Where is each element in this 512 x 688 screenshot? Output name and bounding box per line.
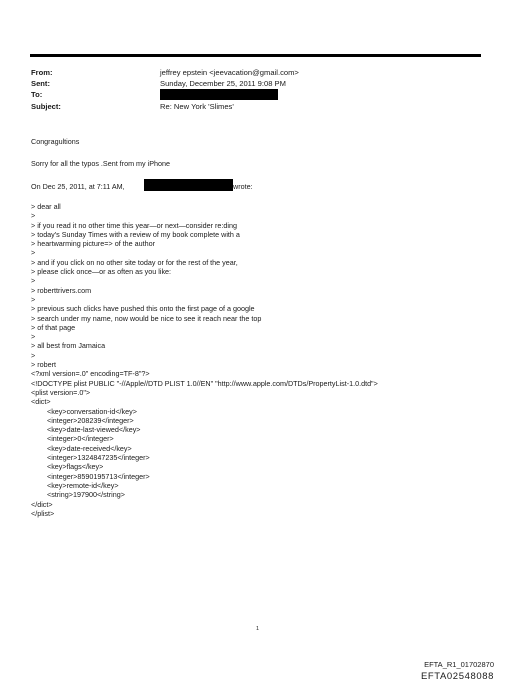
plist-inner-line: <integer>208239</integer> [47, 415, 134, 425]
message-line: > previous such clicks have pushed this onto the first page of a google [31, 304, 255, 314]
plist-inner-line: <key>date-last-viewed</key> [47, 425, 141, 435]
plist-inner-line: <string>197900</string> [47, 490, 125, 500]
quote-intro-suffix: wrote: [233, 182, 253, 191]
from-label: From: [31, 68, 53, 77]
sent-value: Sunday, December 25, 2011 9:08 PM [160, 79, 286, 88]
plist-inner-line: <integer>8590195713</integer> [47, 471, 150, 481]
plist-inner-line: <key>remote-id</key> [47, 480, 119, 490]
plist-inner-line: <key>flags</key> [47, 462, 104, 472]
message-line: > search under my name, now would be nice to see it reach near the top [31, 313, 262, 323]
subject-label: Subject: [31, 102, 61, 111]
plist-inner-line: <integer>1324847235</integer> [47, 453, 150, 463]
message-line: </plist> [31, 508, 55, 518]
message-line: <plist version=.0"> [31, 387, 91, 397]
quote-intro [31, 182, 125, 191]
message-line: > today's Sunday Times with a review of my book complete with a [31, 229, 240, 239]
message-line: > dear all [31, 202, 61, 211]
from-value: jeffrey epstein <jeevacation@gmail.com> [160, 68, 299, 77]
reply-line-1: Congragultions [31, 137, 80, 146]
sent-label: Sent: [31, 79, 50, 88]
message-line: > heartwarming picture=> of the author [31, 239, 156, 249]
message-line: <?xml version=.0" encoding=TF-8"?> [31, 369, 150, 379]
message-line: <dict> [31, 397, 51, 407]
message-line: > if you read it no other time this year—or next—consider re:ding [31, 220, 237, 230]
message-line: > [31, 248, 36, 258]
message-line: > roberttrivers.com [31, 285, 92, 295]
message-line: > [31, 294, 36, 304]
to-label: To: [31, 90, 43, 99]
message-line: > [31, 276, 36, 286]
header-rule [30, 54, 481, 57]
plist-inner-line: <integer>0</integer> [47, 434, 114, 444]
message-line: > [31, 332, 36, 342]
reply-line-2: Sorry for all the typos .Sent from my iPhone [31, 159, 171, 168]
sender-redaction [144, 179, 233, 191]
message-line: > please click once—or as often as you like: [31, 267, 172, 277]
message-line: > [31, 211, 36, 221]
plist-inner-line: <key>date-received</key> [47, 443, 132, 453]
quoted-message [31, 202, 378, 518]
bates-number-small: EFTA_R1_01702870 [424, 660, 494, 669]
message-line: > all best from Jamaica [31, 341, 106, 351]
bates-number-large: EFTA02548088 [420, 671, 494, 682]
quote-intro-prefix: On Dec 25, 2011, at 7:11 AM, [31, 182, 125, 191]
message-line: </dict> [31, 499, 53, 509]
message-line: > and if you click on no other site today or for the rest of the year, [31, 257, 238, 267]
message-line: <!DOCTYPE plist PUBLIC "-//Apple//DTD PLIST 1.0//EN" "http://www.apple.com/DTDs/PropertyList-1.0.dtd"> [31, 378, 378, 388]
message-line: > robert [31, 360, 56, 370]
message-line: > of that page [31, 322, 76, 332]
page-number: 1 [256, 626, 260, 632]
plist-inner-line: <key>conversation-id</key> [47, 406, 137, 416]
subject-value: Re: New York 'Slimes' [160, 102, 234, 111]
to-redaction [160, 89, 278, 100]
message-line: > [31, 350, 36, 360]
